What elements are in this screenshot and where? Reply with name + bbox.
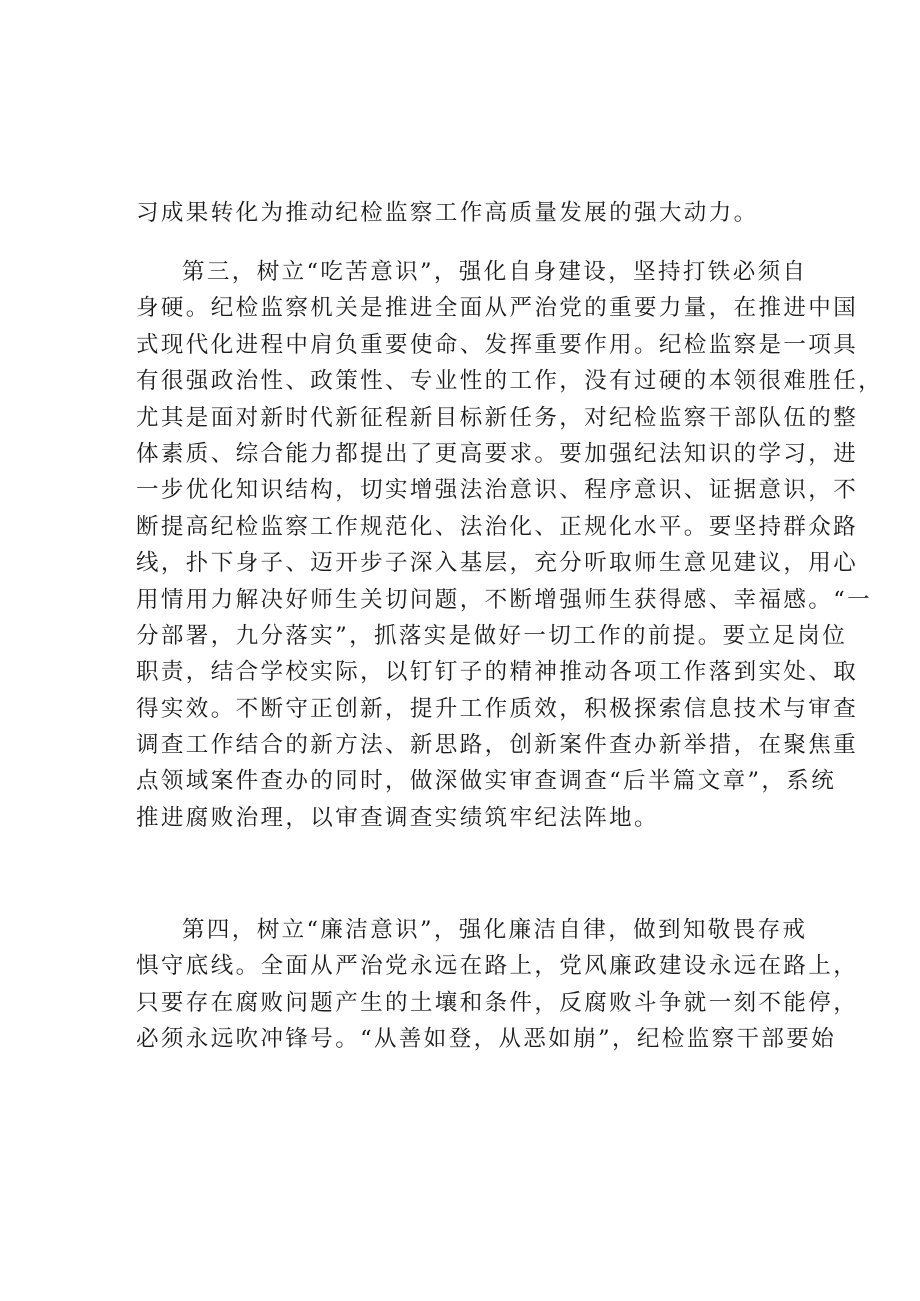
text-line: 身硬。纪检监察机关是推进全面从严治党的重要力量，在推进中国 (136, 295, 859, 322)
text-line: 推进腐败治理，以审查调查实绩筑牢纪法阵地。 (136, 804, 659, 831)
text-line: 点领域案件查办的同时，做深做实审查调查“后半篇文章”，系统 (136, 768, 837, 795)
paragraph-continuation (136, 195, 800, 231)
text-line: 式现代化进程中肩负重要使命、发挥重要作用。纪检监察是一项具 (136, 331, 859, 358)
text-line: 线，扑下身子、迈开步子深入基层，充分听取师生意见建议，用心 (136, 550, 859, 577)
text-line: 第四，树立“廉洁意识”，强化廉洁自律，做到知敬畏存戒 (182, 917, 808, 943)
text-line: 体素质、综合能力都提出了更高要求。要加强纪法知识的学习，进 (136, 440, 859, 467)
text-line: 习成果转化为推动纪检监察工作高质量发展的强大动力。 (136, 200, 759, 226)
paragraph-third-point (136, 254, 884, 836)
text-line: 一步优化知识结构，切实增强法治意识、程序意识、证据意识，不 (136, 477, 859, 504)
text-line: 分部署，九分落实”，抓落实是做好一切工作的前提。要立足岗位 (136, 622, 848, 649)
text-line: 调查工作结合的新方法、新思路，创新案件查办新举措，在聚焦重 (136, 732, 859, 759)
paragraph-fourth-point (136, 912, 859, 1058)
text-line: 得实效。不断守正创新，提升工作质效，积极探索信息技术与审查 (136, 695, 859, 722)
text-line: 必须永远吹冲锋号。“从善如登，从恶如崩”，纪检监察干部要始 (136, 1026, 837, 1053)
text-line: 尤其是面对新时代新征程新目标新任务，对纪检监察干部队伍的整 (136, 404, 859, 431)
text-line: 有很强政治性、政策性、专业性的工作，没有过硬的本领很难胜任， (136, 368, 884, 395)
text-line: 用情用力解决好师生关切问题，不断增强师生获得感、幸福感。“一 (136, 586, 873, 613)
text-line: 惧守底线。全面从严治党永远在路上，党风廉政建设永远在路上， (136, 953, 859, 980)
text-line: 第三，树立“吃苦意识”，强化自身建设，坚持打铁必须自 (182, 259, 808, 285)
text-line: 断提高纪检监察工作规范化、法治化、正规化水平。要坚持群众路 (136, 513, 859, 540)
text-line: 职责，结合学校实际，以钉钉子的精神推动各项工作落到实处、取 (136, 659, 859, 686)
text-line: 只要存在腐败问题产生的土壤和条件，反腐败斗争就一刻不能停， (136, 989, 859, 1016)
